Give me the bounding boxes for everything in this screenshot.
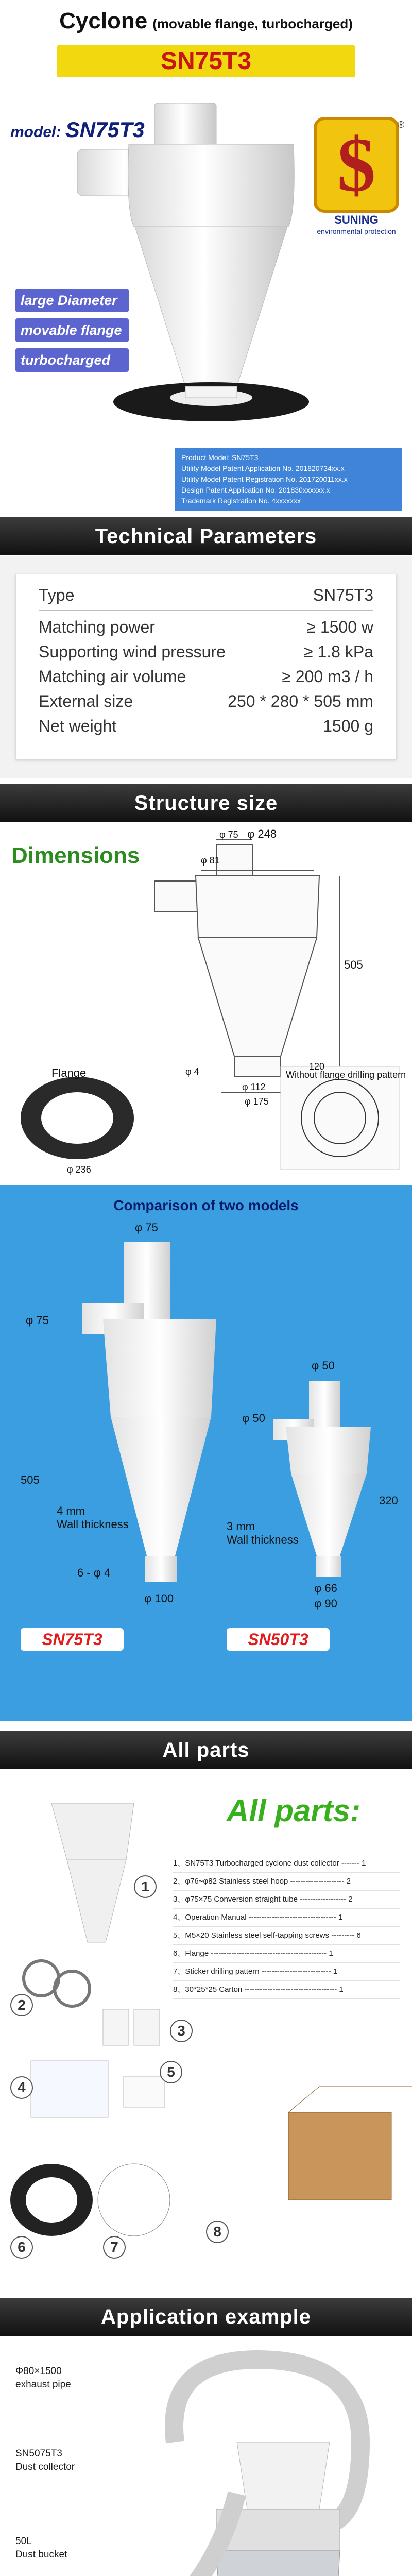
dim-label: φ 236 <box>67 1164 91 1175</box>
dim-label: 505 <box>344 958 363 971</box>
hero-section <box>0 0 412 515</box>
model-label-value: SN75T3 <box>65 117 145 142</box>
wall-label: Wall thickness <box>227 1533 299 1546</box>
label-line: 50L <box>15 2536 32 2547</box>
model-banner: SN75T3 <box>57 45 355 77</box>
model-label <box>10 117 145 142</box>
list-item: 3、φ75×75 Conversion straight tube ------------------ 2 <box>173 1891 400 1909</box>
page-title <box>0 8 412 34</box>
param-row <box>39 615 373 639</box>
section-heading-application: Application example <box>0 2298 412 2336</box>
param-row <box>39 689 373 714</box>
dim-label: φ 50 <box>242 1412 265 1425</box>
dim-label: φ 66 <box>314 1582 337 1595</box>
feature-large-diameter: large Diameter <box>15 289 129 312</box>
wall-label: Wall thickness <box>57 1518 129 1531</box>
title-subtitle: (movable flange, turbocharged) <box>152 16 353 31</box>
part-number: 4 <box>10 2076 33 2099</box>
list-item: 5、M5×20 Stainless steel self-tapping screws --------- 6 <box>173 1927 400 1945</box>
wall-value: 4 mm <box>57 1504 85 1517</box>
part-number: 3 <box>170 2020 193 2042</box>
param-value: ≥ 1500 w <box>306 617 373 636</box>
list-item: 7、Sticker drilling pattern --------------------------- 1 <box>173 1963 400 1981</box>
list-item: 6、Flange --------------------------------------------- 1 <box>173 1945 400 1963</box>
brand-logo <box>305 113 408 237</box>
comparison-title: Comparison of two models <box>113 1197 299 1213</box>
label-line: SN5075T3 <box>15 2448 62 2459</box>
dim-label: φ 90 <box>314 1597 337 1610</box>
patent-line: Utility Model Patent Registration No. 201720011xx.x <box>181 475 348 483</box>
part-number: 7 <box>103 2236 126 2259</box>
model-comparison <box>0 1185 412 1721</box>
label-line: Dust bucket <box>15 2549 67 2560</box>
structure-drawing <box>0 824 412 1180</box>
part-number: 5 <box>160 2061 182 2083</box>
parts-title: All parts: <box>227 1793 361 1828</box>
param-value: SN75T3 <box>313 586 373 604</box>
app-label-collector <box>15 2447 129 2474</box>
param-label: Matching air volume <box>39 667 186 686</box>
param-label: Supporting wind pressure <box>39 642 226 661</box>
dim-label: φ 112 <box>242 1082 266 1092</box>
param-value: ≥ 200 m3 / h <box>282 667 373 686</box>
flange-label: Flange <box>52 1066 87 1079</box>
dim-label: φ 248 <box>247 827 277 840</box>
patent-line: Trademark Registration No. 4xxxxxxx <box>181 497 301 505</box>
patent-line: Design Patent Application No. 201830xxxxxx.x <box>181 486 330 494</box>
part-number: 6 <box>10 2236 33 2259</box>
dim-label: φ 75 <box>26 1314 49 1327</box>
section-heading-tech: Technical Parameters <box>0 517 412 555</box>
application-example-1 <box>0 2339 412 2576</box>
label-line: Φ80×1500 <box>15 2366 62 2377</box>
param-label: Matching power <box>39 617 155 636</box>
dim-label: φ 100 <box>144 1592 174 1605</box>
part-number: 1 <box>134 1875 157 1898</box>
model-tag-left: SN75T3 <box>21 1628 124 1651</box>
list-item: 4、Operation Manual ---------------------------------- 1 <box>173 1909 400 1927</box>
svg-text:®: ® <box>398 120 405 130</box>
brand-tagline: environmental protection <box>317 227 396 235</box>
patent-box <box>175 448 402 511</box>
params-card <box>15 574 397 759</box>
dim-label: φ 50 <box>312 1359 335 1372</box>
dim-label: 120 <box>309 1061 325 1072</box>
wall-value: 3 mm <box>227 1520 255 1533</box>
param-row <box>39 586 373 611</box>
dim-label: φ 75 <box>219 829 238 840</box>
param-value: ≥ 1.8 kPa <box>304 642 373 661</box>
label-line: exhaust pipe <box>15 2379 71 2390</box>
patent-line: Product Model: SN75T3 <box>181 453 259 462</box>
dimensions-title: Dimensions <box>11 843 140 868</box>
app-label-exhaust <box>15 2365 129 2392</box>
app-label-bucket <box>15 2535 129 2562</box>
brand-name: SUNING <box>334 213 379 226</box>
model-label-prefix: model: <box>10 124 61 141</box>
feature-list <box>15 289 149 378</box>
model-tag-right: SN50T3 <box>227 1628 330 1651</box>
param-row <box>39 714 373 738</box>
dimension-drawing <box>0 824 412 1180</box>
section-heading-parts: All parts <box>0 1731 412 1769</box>
dim-label: φ 4 <box>185 1066 199 1077</box>
param-label: Type <box>39 586 75 604</box>
dim-label: 6 - φ 4 <box>77 1566 111 1579</box>
parts-image <box>0 1772 412 2287</box>
dim-label: φ 175 <box>245 1096 269 1107</box>
part-number: 8 <box>206 2221 229 2243</box>
param-value: 1500 g <box>323 716 373 735</box>
param-row <box>39 664 373 689</box>
patent-line: Utility Model Patent Application No. 201820734xx.x <box>181 464 345 472</box>
list-item: 8、30*25*25 Carton ------------------------------------ 1 <box>173 1981 400 1999</box>
param-label: Net weight <box>39 716 117 735</box>
wall-thickness-right <box>227 1520 299 1547</box>
tech-params-section <box>0 556 412 778</box>
param-value: 250 * 280 * 505 mm <box>228 691 373 710</box>
wall-thickness-left <box>57 1504 129 1531</box>
feature-movable-flange: movable flange <box>15 318 129 342</box>
dim-label: 505 <box>21 1473 40 1486</box>
feature-turbocharged: turbocharged <box>15 348 129 372</box>
part-number: 2 <box>10 1994 33 2016</box>
dim-label: 320 <box>379 1494 398 1507</box>
parts-list <box>173 1855 400 1999</box>
list-item: 1、SN75T3 Turbocharged cyclone dust collector ------- 1 <box>173 1855 400 1873</box>
drill-note: Without flange drilling pattern <box>286 1070 406 1080</box>
dim-label: φ 81 <box>201 855 220 866</box>
title-text: Cyclone <box>59 8 148 33</box>
param-label: External size <box>39 691 133 710</box>
dim-label: φ 75 <box>135 1221 158 1234</box>
svg-text:$: $ <box>337 122 376 208</box>
param-row <box>39 639 373 664</box>
section-heading-structure: Structure size <box>0 784 412 822</box>
parts-section <box>0 1772 412 2287</box>
label-line: Dust collector <box>15 2462 75 2472</box>
list-item: 2、φ76~φ82 Stainless steel hoop --------------------- 2 <box>173 1873 400 1891</box>
